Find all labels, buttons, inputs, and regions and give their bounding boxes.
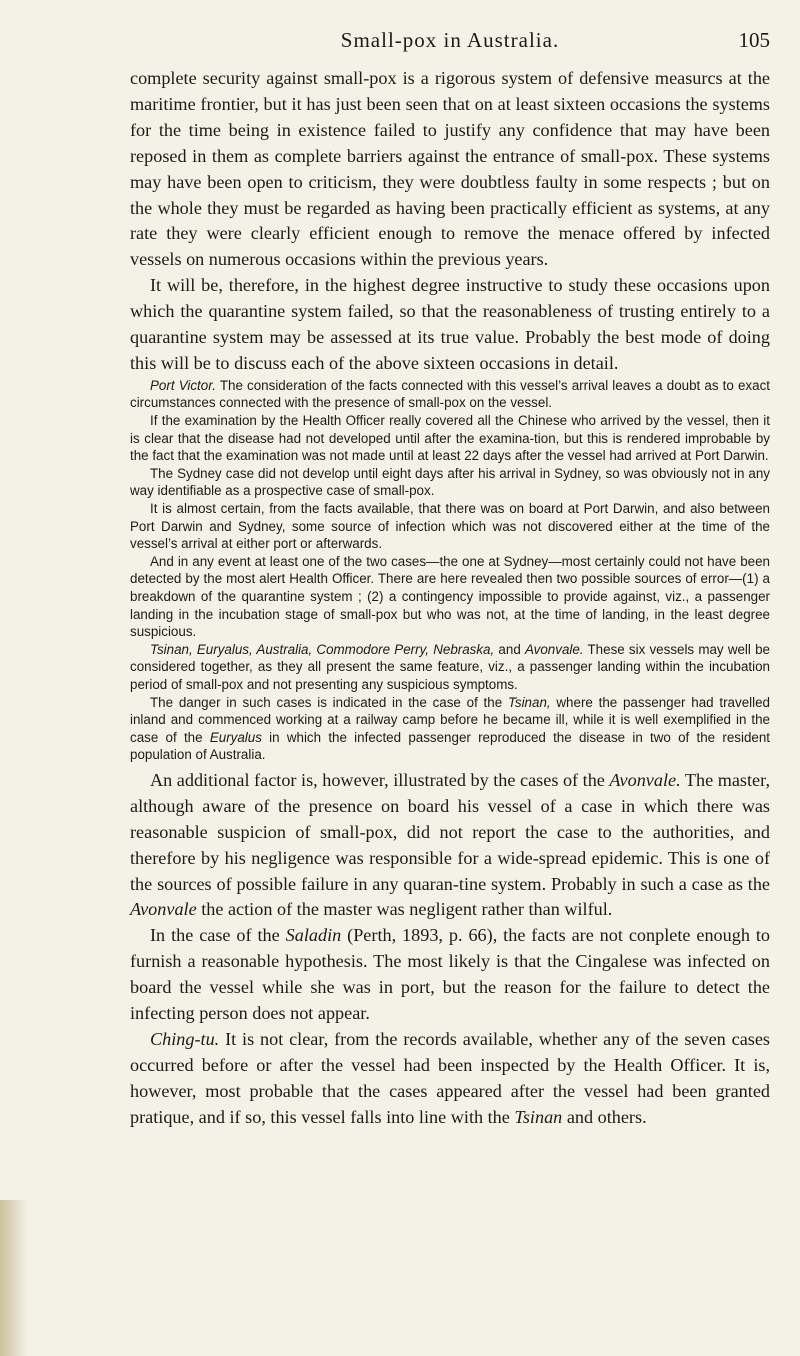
- italic-text: Tsinan: [514, 1106, 563, 1127]
- italic-text: Avonvale: [130, 899, 197, 920]
- paragraph-text: It is not clear, from the records available, whether any of the seven cases occurred before or after the vessel had been inspected by the Health Officer. It is, however, most probable that the cases appeared after the vessel had been granted pratique, and if so, this vessel falls into line with the: [130, 1029, 770, 1127]
- running-title: Small-pox in Australia.: [340, 28, 560, 52]
- note-paragraph: [130, 500, 770, 553]
- note-paragraph: [130, 641, 770, 694]
- note-paragraph: [130, 465, 770, 500]
- italic-text: Avonvale.: [609, 769, 681, 790]
- paragraph-text: complete security against small-pox is a rigorous system of defensive measurcs at the maritime frontier, but it has just been seen that on at least sixteen occasions the systems for the time being in existence failed to justify any confidence that may have been reposed in them as complete barriers against the entrance of small-pox. These systems may have been open to criticism, they were doubtless faulty in some respects ; but on the whole they must be regarded as having been practically efficient as systems, at any rate they were clearly efficient enough to remove the menace offered by infected vessels on numerous occasions within the previous years.: [130, 68, 770, 270]
- note-paragraph: [130, 377, 770, 412]
- body-paragraph: [130, 923, 770, 1027]
- body-paragraph: [130, 1027, 770, 1131]
- body-paragraph: [130, 768, 770, 923]
- italic-text: Ching-tu.: [150, 1029, 220, 1049]
- note-paragraph: [130, 694, 770, 764]
- italic-text: Port Victor.: [150, 377, 216, 393]
- paragraph-text: The Sydney case did not develop until eight days after his arrival in Sydney, so was obviously not in any way identifiable as a prospective case of small-pox.: [130, 465, 770, 499]
- paragraph-text: The danger in such cases is indicated in the case of the: [150, 694, 508, 710]
- paragraph-text: An additional factor is, however, illustrated by the cases of the: [150, 769, 610, 790]
- page-edge-shadow: [0, 1200, 28, 1356]
- paragraph-text: These six vessels may well be considered together, as they all present the same feature, viz., a passenger landing within the incubation period of small-pox and not presenting any suspicious symptoms.: [130, 641, 770, 692]
- paragraph-text: and others.: [562, 1106, 647, 1127]
- paragraph-text: The consideration of the facts connected with this vessel’s arrival leaves a doubt as to exact circumstances connected with the presence of small-pox on the vessel.: [130, 377, 770, 411]
- note-paragraph: [130, 412, 770, 465]
- paragraph-text: And in any event at least one of the two cases—the one at Sydney—most certainly could not have been detected by the most alert Health Officer. There are here revealed then two possible sources of error—(1) a breakdown of the quarantine system ; (2) a contingency impossible to provide against, viz., a passenger landing in the incubation stage of small-pox but who was not, at the time of landing, in the least degree suspicious.: [130, 553, 770, 640]
- paragraph-text: and: [494, 641, 525, 657]
- italic-text: Avonvale.: [524, 641, 584, 657]
- note-paragraph: [130, 553, 770, 641]
- paragraph-text: (Perth, 1893, p. 66), the facts are not conplete enough to furnish a reasonable hypothesis. The most likely is that the Cingalese was infected on board the vessel while she was in port, but the reason for the failure to detect the infecting person does not appear.: [130, 925, 770, 1024]
- paragraph-text: In the case of the: [150, 925, 286, 946]
- paragraph-text: It will be, therefore, in the highest degree instructive to study these occasions upon which the quarantine system failed, so that the reasonableness of trusting entirely to a quarantine system may be assessed at its true value. Probably the best mode of doing this will be to discuss each of the above sixteen occasions in detail.: [130, 275, 770, 373]
- body-text: [130, 66, 770, 1131]
- paragraph-text: where the passenger had travelled inland and commenced working at a railway camp before he became ill, while it is well exemplified in the case of the: [130, 694, 770, 745]
- paragraph-text: in which the infected passenger reproduced the disease in two of the resident population of Australia.: [130, 729, 771, 763]
- paragraph-text: It is almost certain, from the facts available, that there was on board at Port Darwin, and also between Port Darwin and Sydney, some source of infection which was not discovered either at the time of the vessel’s arrival at either port or afterwards.: [130, 501, 770, 552]
- italic-text: Tsinan,: [507, 694, 551, 710]
- paragraph-text: If the examination by the Health Officer really covered all the Chinese who arrived by the vessel, then it is clear that the disease had not developed until after the examina-tion, but this is rendered improbable by the fact that the examination was not made until at least 22 days after the vessel had arrived at Port Darwin.: [130, 413, 770, 464]
- italic-text: Euryalus: [209, 729, 262, 745]
- paragraph-text: the action of the master was negligent rather than wilful.: [196, 899, 613, 920]
- italic-text: Tsinan, Euryalus, Australia, Commodore Perry, Nebraska,: [150, 641, 495, 657]
- running-head: [130, 28, 770, 58]
- page-number: 105: [738, 28, 770, 52]
- body-paragraph: [130, 273, 770, 377]
- italic-text: Saladin: [285, 925, 342, 946]
- paragraph-text: The master, although aware of the presence on board his vessel of a case in which there was reasonable suspicion of small-pox, did not report the case to the authorities, and therefore by his negligence was responsible for a wide-spread epidemic. This is one of the sources of possible failure in any quaran-tine system. Probably in such a case as the: [130, 769, 770, 894]
- body-paragraph: [130, 66, 770, 273]
